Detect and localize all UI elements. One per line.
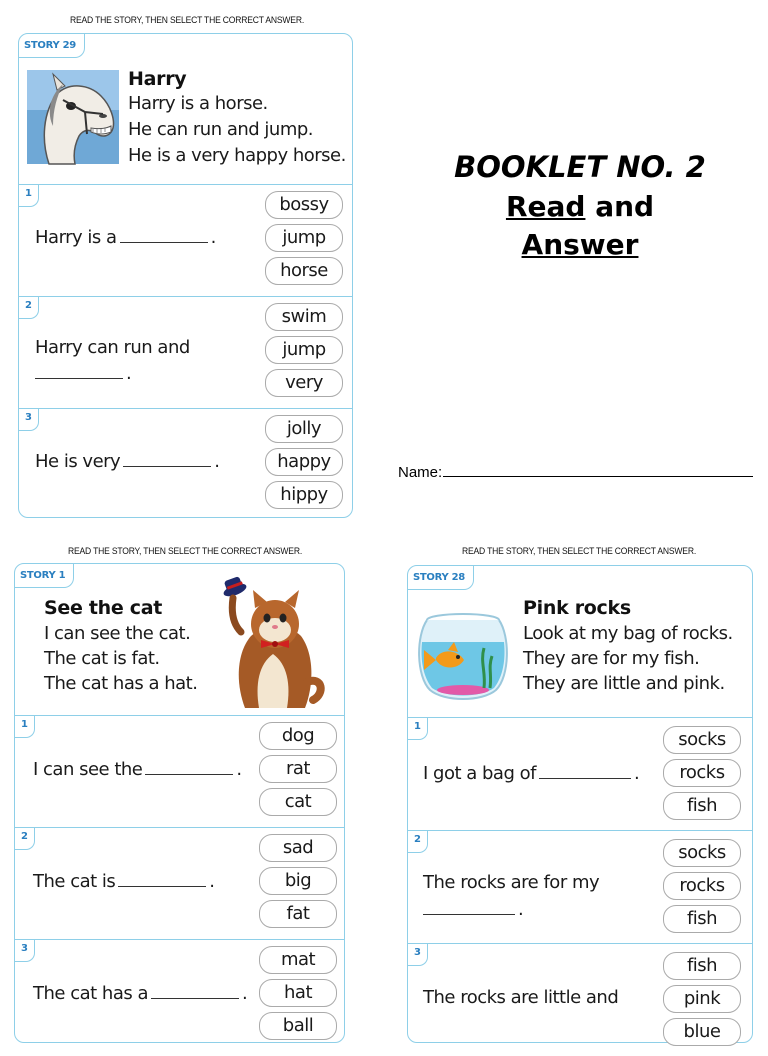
story-line: Harry is a horse. — [128, 93, 268, 114]
answer-blank[interactable] — [120, 242, 208, 243]
story-tab: STORY 1 — [15, 564, 74, 588]
question-text: I got a bag of . — [423, 763, 640, 784]
option-button[interactable]: fish — [663, 952, 741, 980]
option-button[interactable]: very — [265, 369, 343, 397]
option-button[interactable]: hat — [259, 979, 337, 1007]
question-text: I can see the . — [33, 759, 242, 780]
story-line: He can run and jump. — [128, 119, 314, 140]
option-button[interactable]: fish — [663, 792, 741, 820]
question-text-blank-line: . — [423, 899, 523, 920]
story-line: They are for my fish. — [523, 648, 700, 669]
option-button[interactable]: bossy — [265, 191, 343, 219]
question-number: 1 — [15, 716, 35, 738]
question-block — [15, 939, 344, 1051]
option-button[interactable]: dog — [259, 722, 337, 750]
question-text: He is very . — [35, 451, 220, 472]
option-button[interactable]: socks — [663, 726, 741, 754]
option-button[interactable]: jump — [265, 336, 343, 364]
instruction-heading: READ THE STORY, THEN SELECT THE CORRECT ANSWER. — [462, 546, 697, 557]
story-title: Pink rocks — [523, 597, 631, 619]
question-number: 1 — [408, 718, 428, 740]
story-line: He is a very happy horse. — [128, 145, 346, 166]
question-number: 1 — [19, 185, 39, 207]
answer-blank[interactable] — [539, 778, 631, 779]
booklet-subtitle: Read and Answer — [505, 190, 655, 261]
option-button[interactable]: rocks — [663, 872, 741, 900]
question-block — [408, 943, 752, 1056]
option-button[interactable]: jolly — [265, 415, 343, 443]
story-line: Look at my bag of rocks. — [523, 623, 733, 644]
story-title: Harry — [128, 68, 187, 90]
question-text: The rocks are for my — [423, 872, 600, 893]
option-button[interactable]: fat — [259, 900, 337, 928]
option-button[interactable]: mat — [259, 946, 337, 974]
option-button[interactable]: hippy — [265, 481, 343, 509]
story-card-29 — [18, 33, 353, 518]
question-block — [15, 715, 344, 827]
instruction-heading: READ THE STORY, THEN SELECT THE CORRECT ANSWER. — [68, 546, 303, 557]
option-button[interactable]: socks — [663, 839, 741, 867]
answer-blank[interactable] — [35, 378, 123, 379]
question-text: The cat is . — [33, 871, 215, 892]
story-line: I can see the cat. — [44, 623, 191, 644]
question-number: 3 — [19, 409, 39, 431]
question-text: The cat has a . — [33, 983, 248, 1004]
question-number: 3 — [15, 940, 35, 962]
question-number: 2 — [19, 297, 39, 319]
question-block — [408, 830, 752, 943]
story-tab: STORY 28 — [408, 566, 474, 590]
answer-blank[interactable] — [423, 914, 515, 915]
option-button[interactable]: happy — [265, 448, 343, 476]
answer-blank[interactable] — [145, 774, 233, 775]
question-block — [19, 184, 352, 296]
cat-with-hat-picture — [215, 572, 325, 708]
question-number: 2 — [15, 828, 35, 850]
answer-blank[interactable] — [123, 466, 211, 467]
story-line: The cat is fat. — [44, 648, 160, 669]
story-line: The cat has a hat. — [44, 673, 198, 694]
option-button[interactable]: jump — [265, 224, 343, 252]
option-button[interactable]: horse — [265, 257, 343, 285]
question-text: Harry can run and — [35, 337, 190, 358]
instruction-heading: READ THE STORY, THEN SELECT THE CORRECT ANSWER. — [70, 15, 305, 26]
option-button[interactable]: big — [259, 867, 337, 895]
question-number: 3 — [408, 944, 428, 966]
answer-blank[interactable] — [118, 886, 206, 887]
option-button[interactable]: blue — [663, 1018, 741, 1046]
story-tab: STORY 29 — [19, 34, 85, 58]
option-button[interactable]: ball — [259, 1012, 337, 1040]
option-button[interactable]: cat — [259, 788, 337, 816]
story-line: They are little and pink. — [523, 673, 725, 694]
option-button[interactable]: pink — [663, 985, 741, 1013]
option-button[interactable]: sad — [259, 834, 337, 862]
question-text: Harry is a . — [35, 227, 216, 248]
question-block — [19, 296, 352, 408]
story-card-1 — [14, 563, 345, 1043]
option-button[interactable]: swim — [265, 303, 343, 331]
answer-blank[interactable] — [151, 998, 239, 999]
question-block — [19, 408, 352, 520]
fishbowl-picture — [414, 612, 512, 700]
option-button[interactable]: rat — [259, 755, 337, 783]
option-button[interactable]: fish — [663, 905, 741, 933]
story-card-28 — [407, 565, 753, 1043]
question-block — [15, 827, 344, 939]
horse-picture — [27, 70, 119, 164]
name-field[interactable]: Name: — [398, 464, 753, 481]
booklet-title: BOOKLET NO. 2 — [454, 150, 706, 184]
story-title: See the cat — [44, 597, 163, 619]
question-text-blank-line: . — [35, 363, 131, 384]
option-button[interactable]: rocks — [663, 759, 741, 787]
question-text: The rocks are little and — [423, 987, 619, 1008]
question-block — [408, 717, 752, 830]
question-number: 2 — [408, 831, 428, 853]
